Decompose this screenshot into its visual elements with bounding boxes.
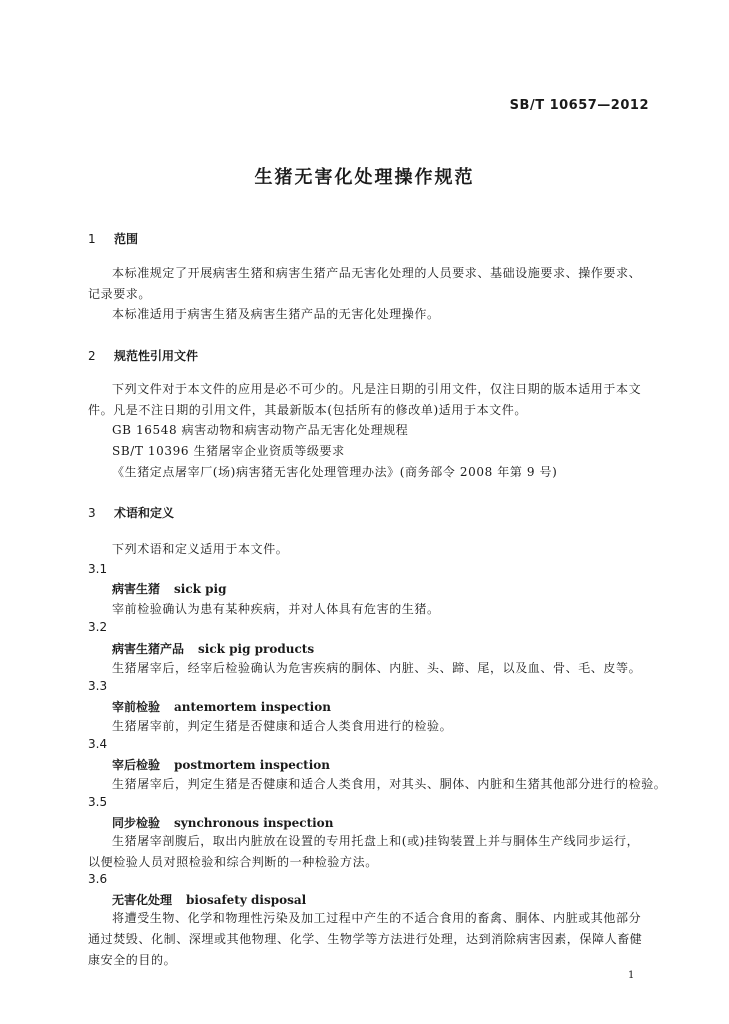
term-en: sick pig — [174, 582, 227, 596]
term-definition: 生猪屠宰前，判定生猪是否健康和适合人类食用进行的检验。 — [112, 719, 453, 733]
section-title: 范围 — [114, 232, 139, 246]
reference-item: 《生猪定点屠宰厂(场)病害猪无害化处理管理办法》(商务部令 2008 年第 9 号) — [112, 465, 558, 479]
term-heading — [112, 814, 333, 831]
term-en: postmortem inspection — [174, 758, 330, 772]
term-definition: 生猪屠宰剖腹后，取出内脏放在设置的专用托盘上和(或)挂钩装置上并与胴体生产线同步运行，以便检验人员对照检验和综合判断的一种检验方法。 — [88, 834, 640, 869]
term-number: 3.5 — [88, 795, 108, 809]
section-title: 术语和定义 — [114, 506, 175, 520]
section-number: 1 — [88, 232, 96, 246]
section-heading — [88, 230, 138, 247]
term-definition: 宰前检验确认为患有某种疾病，并对人体具有危害的生猪。 — [112, 602, 440, 616]
section-number: 2 — [88, 349, 96, 363]
term-cn: 无害化处理 — [112, 893, 173, 907]
term-number: 3.3 — [88, 679, 108, 693]
standard-number: SB/T 10657—2012 — [509, 98, 649, 113]
section-title: 规范性引用文件 — [114, 349, 199, 363]
term-heading — [112, 640, 314, 657]
section-heading — [88, 504, 174, 521]
term-number: 3.4 — [88, 737, 108, 751]
reference-item: SB/T 10396 生猪屠宰企业资质等级要求 — [112, 444, 345, 458]
term-definition: 将遭受生物、化学和物理性污染及加工过程中产生的不适合食用的畜禽、胴体、内脏或其他部分通过焚毁、化制、深埋或其他物理、化学、生物学等方法进行处理，达到消除病害因素，保障人畜健康安全的目的。 — [88, 911, 643, 967]
term-en: biosafety disposal — [186, 893, 307, 907]
term-number: 3.6 — [88, 872, 108, 886]
paragraph: 下列文件对于本文件的应用是必不可少的。凡是注日期的引用文件，仅注日期的版本适用于本文件。凡是不注日期的引用文件，其最新版本(包括所有的修改单)适用于本文件。 — [88, 382, 642, 417]
term-en: synchronous inspection — [174, 816, 334, 830]
page-number: 1 — [628, 970, 635, 981]
term-heading — [112, 756, 330, 773]
term-number: 3.1 — [88, 562, 108, 576]
term-heading — [112, 698, 331, 715]
section-heading — [88, 347, 198, 364]
term-cn: 病害生猪产品 — [112, 642, 185, 656]
term-en: sick pig products — [198, 642, 315, 656]
term-number: 3.2 — [88, 620, 108, 634]
term-cn: 宰前检验 — [112, 700, 161, 714]
term-heading — [112, 580, 226, 597]
section-number: 3 — [88, 506, 96, 520]
term-cn: 同步检验 — [112, 816, 161, 830]
paragraph: 本标准适用于病害生猪及病害生猪产品的无害化处理操作。 — [112, 307, 440, 321]
paragraph: 下列术语和定义适用于本文件。 — [112, 542, 289, 556]
term-cn: 病害生猪 — [112, 582, 161, 596]
paragraph: 本标准规定了开展病害生猪和病害生猪产品无害化处理的人员要求、基础设施要求、操作要求、记录要求。 — [88, 266, 642, 301]
term-definition: 生猪屠宰后，判定生猪是否健康和适合人类食用，对其头、胴体、内脏和生猪其他部分进行的检验。 — [112, 777, 667, 791]
term-cn: 宰后检验 — [112, 758, 161, 772]
term-en: antemortem inspection — [174, 700, 331, 714]
term-definition: 生猪屠宰后，经宰后检验确认为危害疾病的胴体、内脏、头、蹄、尾，以及血、骨、毛、皮等。 — [112, 661, 642, 675]
reference-item: GB 16548 病害动物和病害动物产品无害化处理规程 — [112, 423, 409, 437]
term-heading — [112, 891, 306, 908]
document-title: 生猪无害化处理操作规范 — [254, 167, 475, 188]
